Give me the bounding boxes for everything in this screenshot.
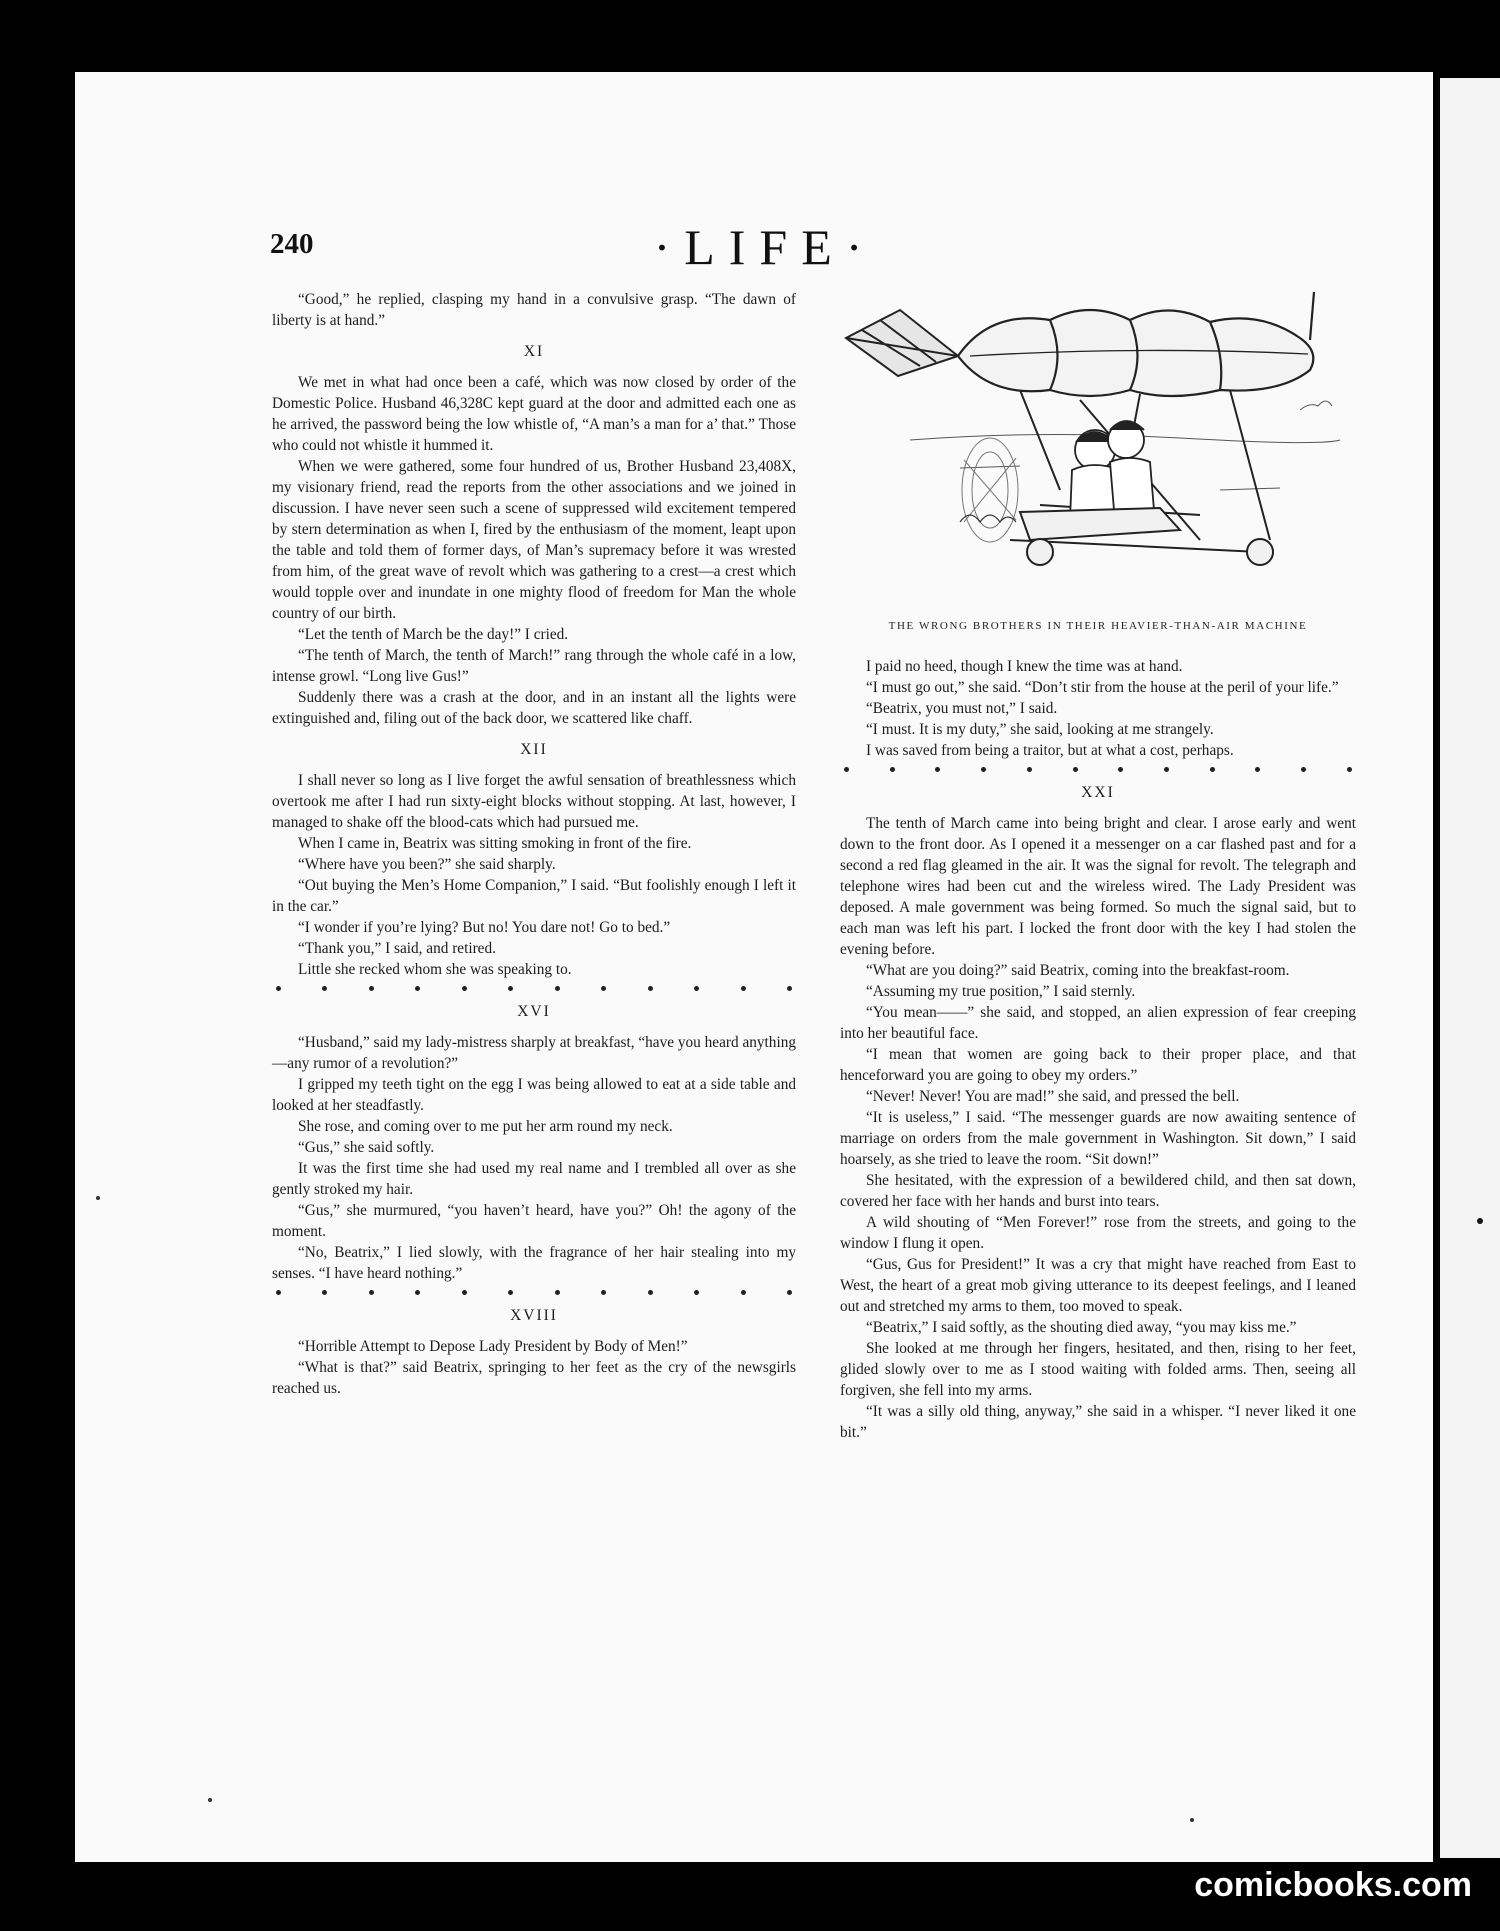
paragraph: When I came in, Beatrix was sitting smoking in front of the fire. — [298, 835, 692, 852]
book-spine — [1433, 72, 1440, 1862]
page-number: 240 — [270, 228, 314, 260]
paragraph: I was saved from being a traitor, but at what a cost, perhaps. — [866, 742, 1234, 759]
paragraph: I paid no heed, though I knew the time was at hand. — [866, 658, 1183, 675]
paragraph: “Horrible Attempt to Depose Lady President by Body of Men!” — [298, 1338, 688, 1355]
paragraph: “Husband,” said my lady-mistress sharply at breakfast, “have you heard anything—any rumor of a revolution?” — [272, 1034, 796, 1072]
paragraph: “Let the tenth of March be the day!” I cried. — [298, 626, 569, 643]
site-watermark: comicbooks.com — [1194, 1866, 1472, 1904]
paragraph: “Gus,” she said softly. — [298, 1139, 435, 1156]
paragraph: “What is that?” said Beatrix, springing to her feet as the cry of the newsgirls reached us. — [272, 1359, 796, 1397]
section-break-dots — [272, 986, 796, 991]
section-heading: XVIII — [510, 1307, 558, 1324]
right-text-column — [840, 656, 1356, 1443]
paragraph: “Thank you,” I said, and retired. — [298, 940, 496, 957]
paragraph: We met in what had once been a café, which was now closed by order of the Domestic Police. Husband 46,328C kept guard at the door and admitted each one as he arrived, the password being the low whistle of, “A man’s a man for a’ that.” Those who could not whistle it hummed it. — [272, 374, 796, 454]
paragraph: “Good,” he replied, clasping my hand in a convulsive grasp. “The dawn of liberty is at hand.” — [272, 291, 796, 329]
paragraph: She rose, and coming over to me put her arm round my neck. — [298, 1118, 673, 1135]
airship-illustration — [840, 290, 1356, 610]
paragraph: I shall never so long as I live forget the awful sensation of breathlessness which overtook me after I had run sixty-eight blocks without stopping. At last, however, I managed to shake off the blood-cats which had pursued me. — [272, 772, 796, 831]
paragraph: “The tenth of March, the tenth of March!” rang through the whole café in a low, intense growl. “Long live Gus!” — [272, 647, 796, 685]
paragraph: When we were gathered, some four hundred of us, Brother Husband 23,408X, my visionary friend, read the reports from the other associations and we joined in discussion. I have never seen such a scene of suppressed wild excitement tempered by stern determination as when I, fired by the enthusiasm of the moment, leapt upon the table and told them of former days, of Man’s supremacy before it was wrested from him, of the great wave of revolt which was gathering to a crest—a crest which would topple over and inundate in one mighty flood of freedom for Man the whole country of our birth. — [272, 458, 796, 622]
paragraph: It was the first time she had used my real name and I trembled all over as she gently stroked my hair. — [272, 1160, 796, 1198]
paragraph: “Where have you been?” she said sharply. — [298, 856, 556, 873]
paragraph: Little she recked whom she was speaking to. — [298, 961, 572, 978]
paragraph: “Gus,” she murmured, “you haven’t heard, have you?” Oh! the agony of the moment. — [272, 1202, 796, 1240]
paragraph: “Beatrix,” I said softly, as the shouting died away, “you may kiss me.” — [866, 1319, 1297, 1336]
masthead-title: ·LIFE· — [653, 219, 877, 275]
paragraph: She looked at me through her fingers, hesitated, and then, rising to her feet, glided slowly over to me as I stood waiting with folded arms. Then, seeing all forgiven, she fell into my arms. — [840, 1340, 1356, 1399]
section-break-dots — [840, 767, 1356, 772]
paragraph: “Never! Never! You are mad!” she said, and pressed the bell. — [866, 1088, 1240, 1105]
paragraph: “I mean that women are going back to their proper place, and that henceforward you are going to obey my orders.” — [840, 1046, 1356, 1084]
page-speck — [208, 1798, 212, 1802]
paragraph: The tenth of March came into being bright and clear. I arose early and went down to the front door. As I opened it a messenger on a car flashed past and for a second a red flag gleamed in the air. It was the signal for revolt. The telegraph and telephone wires had been cut and the wireless wired. The Lady President was deposed. A male government was being formed. So much the signal said, but to each man was left his part. I locked the front door with the key I had stolen the evening before. — [840, 815, 1356, 958]
paragraph: Suddenly there was a crash at the door, and in an instant all the lights were extinguished and, filing out of the back door, we scattered like chaff. — [272, 689, 796, 727]
section-heading: XI — [523, 343, 545, 360]
paragraph: “Assuming my true position,” I said sternly. — [866, 983, 1136, 1000]
paragraph: I gripped my teeth tight on the egg I was being allowed to eat at a side table and looked at her steadfastly. — [272, 1076, 796, 1114]
paragraph: “It was a silly old thing, anyway,” she said in a whisper. “I never liked it one bit.” — [840, 1403, 1356, 1441]
section-heading: XXI — [1081, 784, 1115, 801]
illustration-caption: THE WRONG BROTHERS IN THEIR HEAVIER-THAN-AIR MACHINE — [888, 620, 1308, 632]
paragraph: She hesitated, with the expression of a bewildered child, and then sat down, covered her face with her hands and burst into tears. — [840, 1172, 1356, 1210]
page-speck — [1477, 1218, 1483, 1224]
section-heading: XII — [520, 741, 548, 758]
section-break-dots — [272, 1290, 796, 1295]
paragraph: “I must go out,” she said. “Don’t stir from the house at the peril of your life.” — [866, 679, 1339, 696]
paragraph: A wild shouting of “Men Forever!” rose from the streets, and going to the window I flung it open. — [840, 1214, 1356, 1252]
paragraph: “Out buying the Men’s Home Companion,” I said. “But foolishly enough I left it in the car.” — [272, 877, 796, 915]
section-heading: XVI — [517, 1003, 551, 1020]
paragraph: “I must. It is my duty,” she said, looking at me strangely. — [866, 721, 1214, 738]
paragraph: “You mean——” she said, and stopped, an alien expression of fear creeping into her beautiful face. — [840, 1004, 1356, 1042]
paragraph: “Gus, Gus for President!” It was a cry that might have reached from East to West, the heart of a great mob giving utterance to its deepest feelings, and I leaned out and stretched my arms to them, too moved to speak. — [840, 1256, 1356, 1315]
adjacent-page-edge — [1440, 78, 1500, 1858]
paragraph: “I wonder if you’re lying? But no! You dare not! Go to bed.” — [298, 919, 671, 936]
left-text-column — [272, 289, 796, 1399]
paragraph: “No, Beatrix,” I lied slowly, with the fragrance of her hair stealing into my senses. “I have heard nothing.” — [272, 1244, 796, 1282]
paragraph: “It is useless,” I said. “The messenger guards are now awaiting sentence of marriage on orders from the male government in Washington. Sit down,” I said hoarsely, as she tried to leave the room. “Sit down!” — [840, 1109, 1356, 1168]
paragraph: “What are you doing?” said Beatrix, coming into the breakfast-room. — [866, 962, 1290, 979]
paragraph: “Beatrix, you must not,” I said. — [866, 700, 1058, 717]
page-speck — [96, 1196, 100, 1200]
page-speck — [1190, 1818, 1194, 1822]
